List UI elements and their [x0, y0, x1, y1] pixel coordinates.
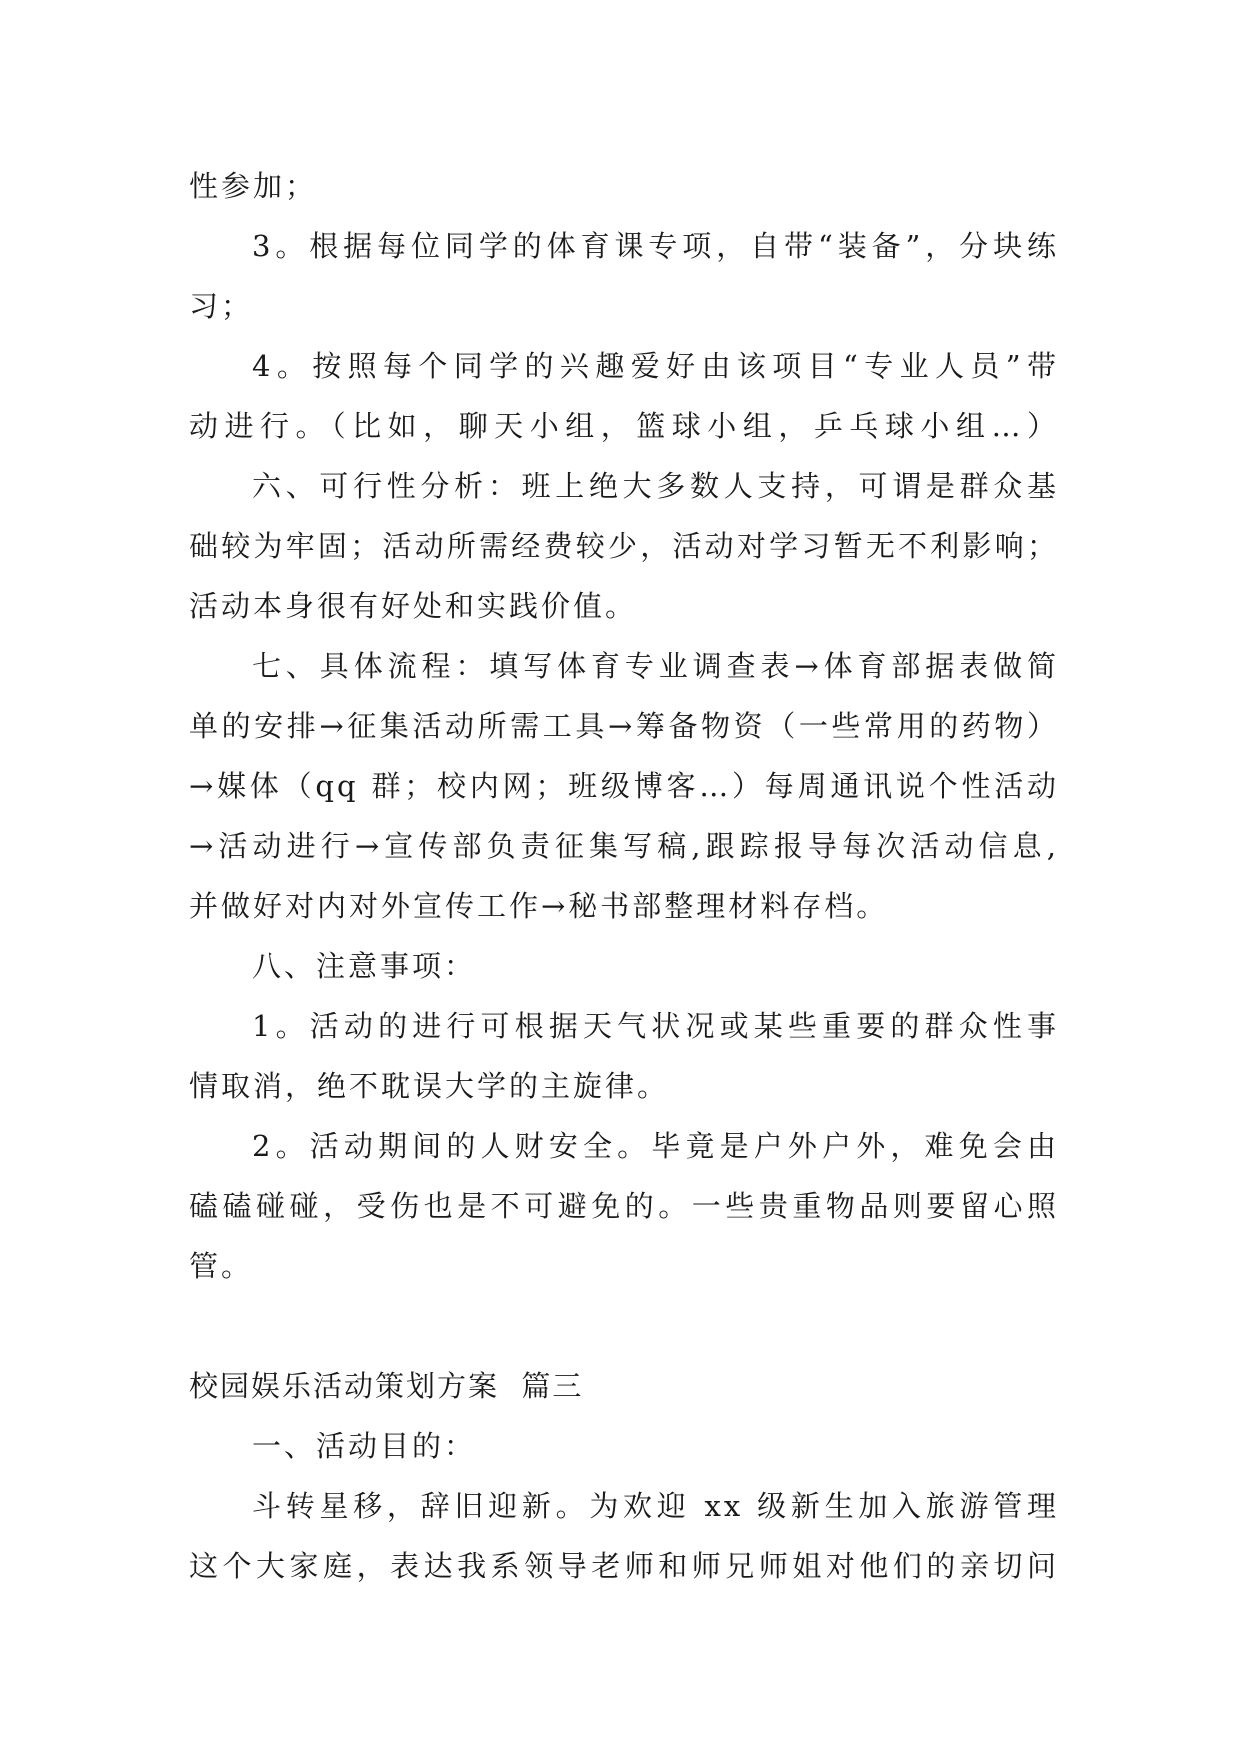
- document-title: 校园娱乐活动策划方案 篇三: [189, 1369, 584, 1403]
- text-line: 管。: [189, 1249, 254, 1283]
- text-line: 1。活动的进行可根据天气状况或某些重要的群众性事: [252, 1009, 1059, 1043]
- text-line: →活动进行→宣传部负责征集写稿,跟踪报导每次活动信息,: [189, 829, 1059, 863]
- text-line: 础较为牢固；活动所需经费较少，活动对学习暂无不利影响；: [189, 529, 1059, 563]
- text-line: 动进行。（比如，聊天小组，篮球小组，乒乓球小组…）: [189, 409, 1059, 443]
- text-line: 六、可行性分析：班上绝大多数人支持，可谓是群众基: [252, 469, 1059, 503]
- text-line: 七、具体流程：填写体育专业调查表→体育部据表做简: [252, 649, 1059, 683]
- text-line: 习；: [189, 289, 254, 323]
- text-line: 斗转星移，辞旧迎新。为欢迎 xx 级新生加入旅游管理: [252, 1489, 1059, 1523]
- text-line: 磕磕碰碰，受伤也是不可避免的。一些贵重物品则要留心照: [189, 1189, 1059, 1223]
- text-line: 并做好对内对外宣传工作→秘书部整理材料存档。: [189, 889, 889, 923]
- text-line: 性参加；: [189, 169, 318, 203]
- text-line: 单的安排→征集活动所需工具→筹备物资（一些常用的药物）: [189, 709, 1059, 743]
- text-line: 3。根据每位同学的体育课专项，自带“装备”，分块练: [252, 229, 1059, 263]
- text-line: →媒体（qq 群；校内网；班级博客…）每周通讯说个性活动: [189, 769, 1059, 803]
- text-line: 情取消，绝不耽误大学的主旋律。: [189, 1069, 670, 1103]
- text-line: 2。活动期间的人财安全。毕竟是户外户外，难免会由: [252, 1129, 1059, 1163]
- text-line: 这个大家庭，表达我系领导老师和师兄师姐对他们的亲切问: [189, 1549, 1059, 1583]
- section-heading: 八、注意事项：: [252, 949, 477, 983]
- text-line: 4。按照每个同学的兴趣爱好由该项目“专业人员”带: [252, 349, 1059, 383]
- section-heading: 一、活动目的：: [252, 1429, 477, 1463]
- text-line: 活动本身很有好处和实践价值。: [189, 589, 638, 623]
